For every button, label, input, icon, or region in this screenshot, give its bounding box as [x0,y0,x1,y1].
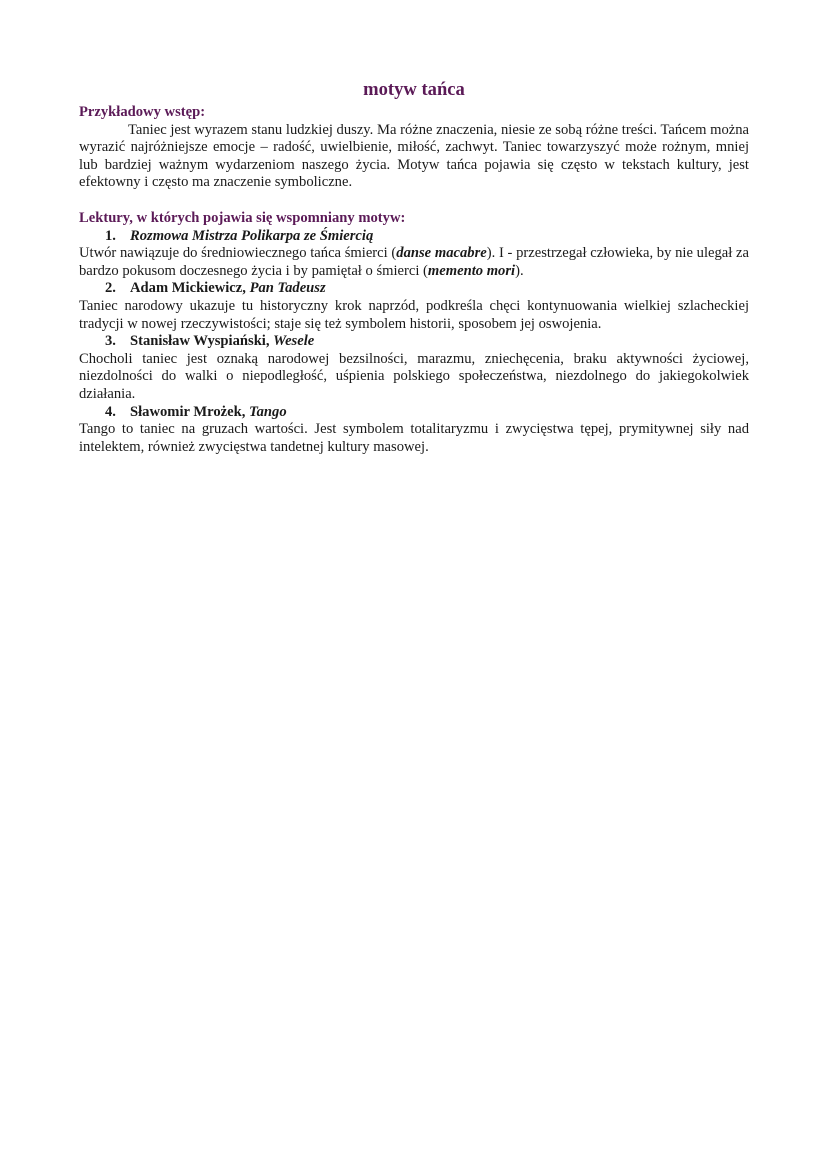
page-title: motyw tańca [363,79,465,100]
readings-heading: Lektury, w których pojawia się wspomniany motyw: [79,209,406,226]
reading-item-description: Taniec narodowy ukazuje tu historyczny krok naprzód, podkreśla chęci kontynuowania wielkiej szlacheckiej tradycji w nowej rzeczywistości; staje się też symbolem historii, sposobem jej oswojenia. [79,297,749,332]
reading-item-title [79,280,749,298]
description-text: Utwór nawiązuje do średniowiecznego tańca śmierci ( [79,245,397,262]
reading-item-3 [79,333,749,403]
reading-item-title [79,404,749,422]
reading-item-title [79,228,749,246]
reading-item-description: Chocholi taniec jest oznaką narodowej bezsilności, marazmu, zniechęcenia, braku aktywności życiowej, niezdolności do walki o niepodległość, uśpienia polskiego społeczeństwa, niezdolnego do jakiegokolwiek działania. [79,350,749,402]
item-number: 3. [105,333,116,350]
reading-item-2 [79,280,749,333]
author-name: Adam Mickiewicz, [130,280,250,297]
intro-paragraph: Taniec jest wyrazem stanu ludzkiej duszy. Ma różne znaczenia, niesie ze sobą różne treści. Tańcem można wyrazić najróżniejsze emocje – radość, uwielbienie, miłość, zachwyt. Taniec towarzyszyć może rożnym, mniej lub bardziej ważnym wydarzeniom naszego życia. Motyw tańca pojawia się często w tekstach kultury, jest efektowny i często ma znaczenie symboliczne. [79,121,749,191]
item-number: 2. [105,280,116,297]
reading-item-4 [79,404,749,457]
author-name: Stanisław Wyspiański, [130,333,274,350]
intro-heading: Przykładowy wstęp: [79,104,206,120]
author-name: Sławomir Mrożek, [130,403,250,420]
work-title: Rozmowa Mistrza Polikarpa ze Śmiercią [130,227,374,244]
emphasis-term: danse macabre [396,245,487,262]
item-number: 1. [105,227,116,244]
work-title: Pan Tadeusz [249,280,326,297]
item-number: 4. [105,403,116,420]
work-title: Tango [249,403,287,420]
reading-item-description: Tango to taniec na gruzach wartości. Jest symbolem totalitaryzmu i zwycięstwa tępej, prymitywnej siły nad intelektem, również zwycięstwa tandetnej kultury masowej. [79,421,749,455]
reading-item-title [79,333,749,351]
reading-item-description [79,245,749,280]
document-page [79,78,749,456]
reading-item-1 [79,228,749,281]
work-title: Wesele [273,333,315,350]
description-text: ). I - przestrzegał człowieka, by nie ulegał za bardzo pokusom doczesnego życia i by pamiętał o śmierci ( [79,245,749,279]
description-text: ). [515,262,524,279]
section-spacer [79,192,749,210]
emphasis-term: memento mori [427,262,516,279]
